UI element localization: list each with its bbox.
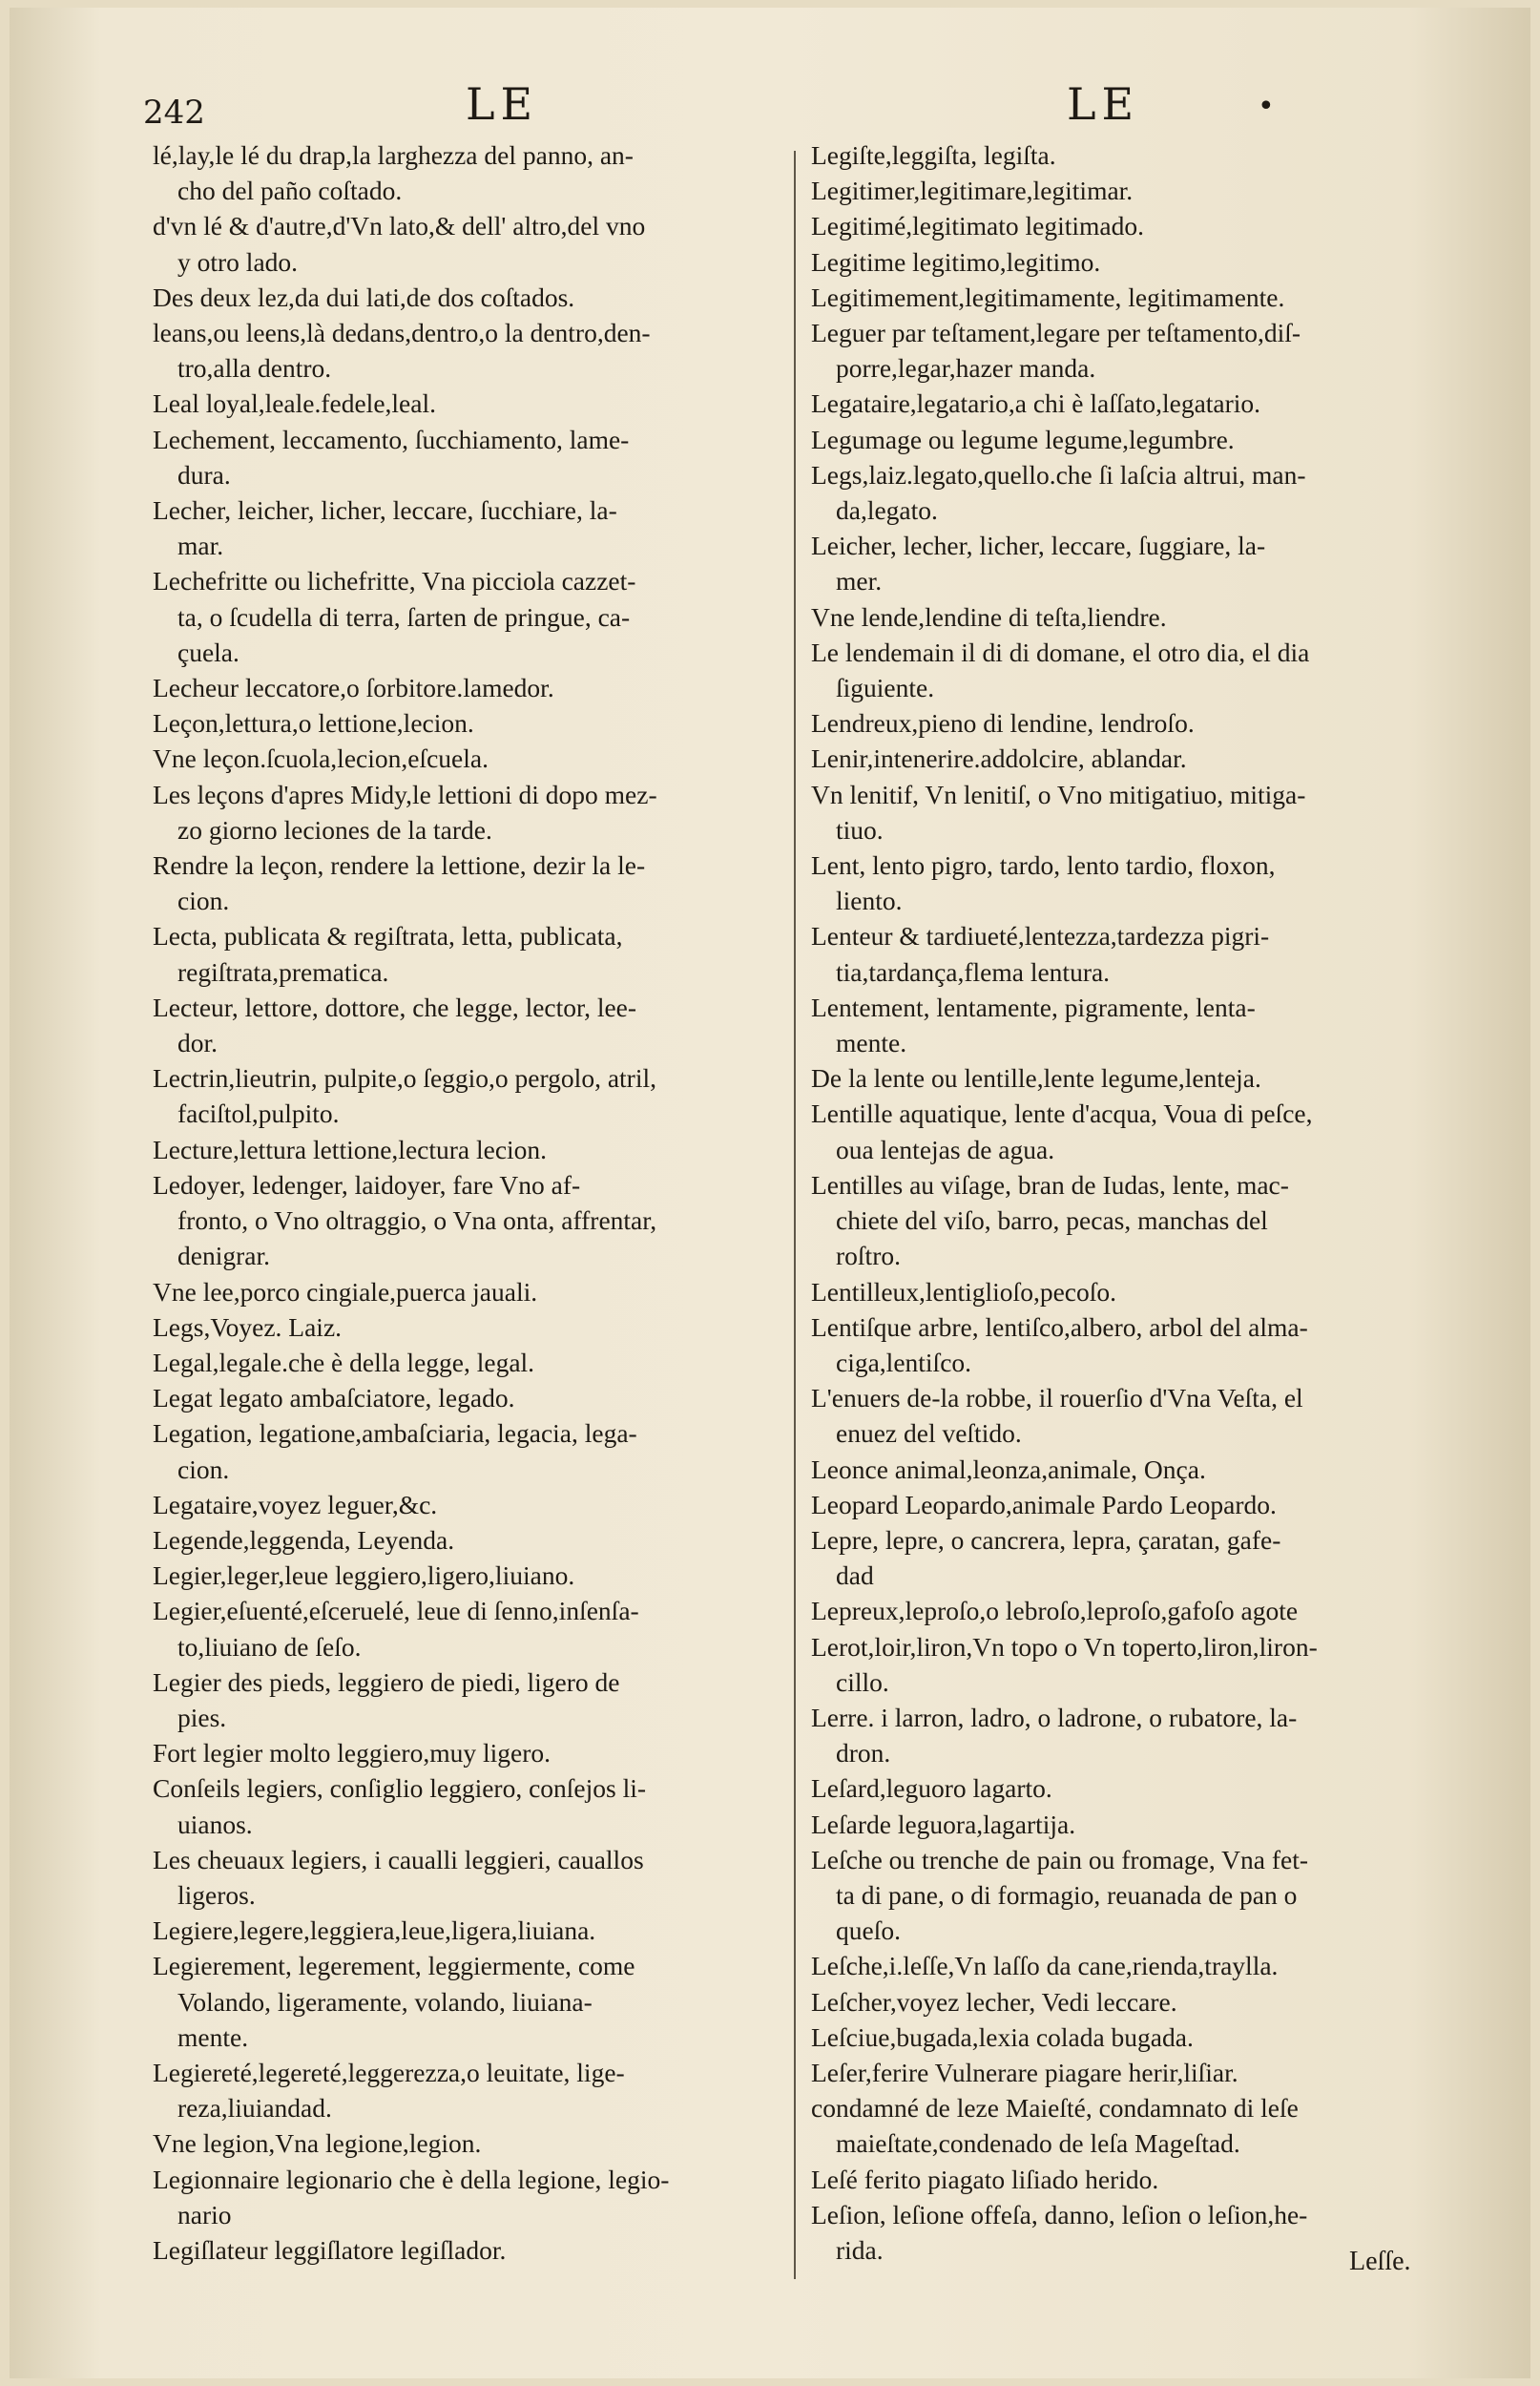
dictionary-entry [811, 1060, 1450, 1096]
header-mark: • [1258, 90, 1275, 123]
entry-line: Vn lenitif, Vn lenitiſ, o Vno mitigatiuo, mitiga- [811, 779, 1306, 809]
entry-continuation: cho del paño coſtado. [177, 176, 403, 206]
entry-line: Lecher, leicher, licher, leccare, ſucchiare, la- [153, 495, 617, 526]
dictionary-entry [811, 1167, 1450, 1274]
entry-line: Leonce animal,leonza,animale, Onça. [811, 1454, 1206, 1484]
entry-continuation: dad [836, 1560, 874, 1591]
dictionary-entry [811, 1274, 1450, 1309]
entry-line: Leſard,leguoro lagarto. [811, 1773, 1052, 1804]
entry-line: Des deux lez,da dui lati,de dos coſtados. [153, 282, 575, 312]
entry-continuation: Volando, ligeramente, volando, liuiana- [177, 1986, 593, 2017]
dictionary-entry [811, 1380, 1450, 1451]
entry-line: Lendreux,pieno di lendine, lendroſo. [811, 708, 1195, 739]
entry-line: Legataire,legatario,a chi è laſſato,legatario. [811, 388, 1261, 419]
entry-continuation: ta, o ſcudella di terra, ſarten de pringue, ca- [177, 601, 631, 632]
entry-continuation: ta di pane, o di formagio, reuanada de pan o [836, 1879, 1298, 1910]
dictionary-entry [153, 741, 782, 776]
entry-line: Legiereté,legereté,leggerezza,o leuitate, lige- [153, 2057, 625, 2087]
entry-line: Lentilles au viſage, bran de Iudas, lente, mac- [811, 1169, 1289, 1200]
dictionary-entry [811, 244, 1450, 280]
catchword: Leſſe. [1349, 2247, 1411, 2276]
dictionary-entry [153, 2232, 782, 2268]
entry-continuation: nario [177, 2199, 232, 2229]
dictionary-entry [153, 1522, 782, 1558]
entry-continuation: reza,liuiandad. [177, 2093, 332, 2124]
entry-continuation: fronto, o Vno oltraggio, o Vna onta, affrentar, [177, 1205, 657, 1236]
entry-continuation: faciſtol,pulpito. [177, 1099, 340, 1129]
entry-line: Lepreux,leproſo,o lebroſo,leproſo,gafoſo agote [811, 1596, 1299, 1626]
entry-line: Lecta, publicata & regiſtrata, letta, publicata, [153, 921, 623, 952]
dictionary-entry [811, 1984, 1450, 2020]
dictionary-entry [811, 315, 1450, 386]
entry-continuation: dron. [836, 1738, 891, 1769]
entry-line: lé,lay,le lé du drap,la larghezza del panno, an- [153, 140, 634, 170]
entry-continuation: liento. [836, 886, 903, 916]
entry-continuation: mente. [836, 1028, 907, 1058]
dictionary-entry [811, 173, 1450, 208]
entry-line: Legiere,legere,leggiera,leue,ligera,liuiana. [153, 1915, 596, 1946]
right-running-head: LE [1067, 78, 1140, 130]
entry-line: Vne lee,porco cingiale,puerca jauali. [153, 1276, 538, 1307]
dictionary-entry [811, 741, 1450, 776]
dictionary-entry [153, 1842, 782, 1913]
entry-line: Legs,laiz.legato,quello.che ſi laſcia altrui, man- [811, 459, 1306, 490]
entry-continuation: cillo. [836, 1666, 889, 1697]
book-page [10, 8, 1530, 2378]
entry-line: Legataire,voyez leguer,&c. [153, 1489, 438, 1519]
entry-line: Legiſte,leggiſta, legiſta. [811, 140, 1056, 170]
entry-line: Legionnaire legionario che è della legione, legio- [153, 2164, 670, 2194]
dictionary-entry [153, 777, 782, 848]
entry-line: Leſarde leguora,lagartija. [811, 1809, 1076, 1839]
entry-line: Lentilleux,lentiglioſo,pecoſo. [811, 1276, 1116, 1307]
entry-line: Leſé ferito piagato liſiado herido. [811, 2164, 1159, 2194]
entry-continuation: regiſtrata,prematica. [177, 956, 389, 987]
entry-line: Lerot,loir,liron,Vn topo o Vn toperto,liron,liron- [811, 1631, 1318, 1662]
page-header [10, 65, 1530, 132]
dictionary-entry [153, 1167, 782, 1274]
dictionary-entry [153, 1770, 782, 1841]
entry-line: Vne legion,Vna legione,legion. [153, 2128, 482, 2159]
dictionary-entry [153, 1664, 782, 1735]
dictionary-entry [811, 422, 1450, 457]
entry-line: Leſciue,bugada,lexia colada bugada. [811, 2021, 1194, 2052]
dictionary-entry [153, 208, 782, 279]
entry-continuation: ſiguiente. [836, 673, 935, 703]
entry-continuation: cion. [177, 1454, 230, 1484]
dictionary-entry [153, 1735, 782, 1770]
entry-continuation: chiete del viſo, barro, pecas, manchas del [836, 1205, 1268, 1236]
entry-line: Lentille aquatique, lente d'acqua, Voua di peſce, [811, 1099, 1313, 1129]
dictionary-entry [811, 280, 1450, 315]
entry-line: Le lendemain il di di domane, el otro dia, el dia [811, 637, 1310, 667]
dictionary-entry [811, 777, 1450, 848]
entry-line: Legende,leggenda, Leyenda. [153, 1524, 455, 1555]
entry-continuation: pies. [177, 1702, 227, 1732]
dictionary-entry [811, 1309, 1450, 1380]
entry-line: Lenir,intenerire.addolcire, ablandar. [811, 743, 1187, 774]
entry-line: Rendre la leçon, rendere la lettione, dezir la le- [153, 850, 646, 881]
entry-line: Les leçons d'apres Midy,le lettioni di dopo mez- [153, 779, 657, 809]
entry-continuation: tia,tardança,flema lentura. [836, 956, 1111, 987]
entry-line: condamné de leze Maieſté, condamnato di leſe [811, 2093, 1299, 2124]
dictionary-entry [153, 492, 782, 563]
entry-line: Legitime legitimo,legitimo. [811, 246, 1101, 277]
entry-line: Legier,eſuenté,eſceruelé, leue di ſenno,inſenſa- [153, 1596, 639, 1626]
dictionary-entry [811, 2055, 1450, 2090]
entry-continuation: maieſtate,condenado de leſa Mageſtad. [836, 2128, 1240, 2159]
dictionary-entry [153, 386, 782, 421]
entry-line: Leicher, lecher, licher, leccare, ſuggiare, la- [811, 531, 1266, 561]
entry-line: Lentiſque arbre, lentiſco,albero, arbol del alma- [811, 1311, 1308, 1342]
entry-line: Ledoyer, ledenger, laidoyer, fare Vno af- [153, 1169, 581, 1200]
entry-continuation: queſo. [836, 1915, 901, 1946]
dictionary-entry [153, 1309, 782, 1345]
dictionary-entry [811, 599, 1450, 635]
entry-continuation: tiuo. [836, 814, 884, 845]
column-divider [794, 151, 796, 2279]
entry-continuation: porre,legar,hazer manda. [836, 353, 1096, 384]
dictionary-entry [811, 1770, 1450, 1806]
dictionary-entry [811, 1452, 1450, 1487]
entry-continuation: çuela. [177, 637, 239, 667]
dictionary-entry [811, 208, 1450, 243]
dictionary-entry [153, 1913, 782, 1948]
entry-continuation: enuez del veſtido. [836, 1418, 1022, 1449]
dictionary-entry [811, 457, 1450, 528]
entry-line: leans,ou leens,là dedans,dentro,o la dentro,den- [153, 318, 651, 348]
entry-line: Leçon,lettura,o lettione,lecion. [153, 708, 474, 739]
entry-continuation: dor. [177, 1028, 219, 1058]
entry-line: Leopard Leopardo,animale Pardo Leopardo. [811, 1489, 1277, 1519]
entry-line: Lechement, leccamento, ſucchiamento, lame- [153, 424, 630, 454]
dictionary-entry [153, 2055, 782, 2125]
dictionary-entry [811, 2020, 1450, 2055]
dictionary-entry [153, 137, 782, 208]
entry-line: Legiſlateur leggiſlatore legiſlador. [153, 2234, 507, 2265]
entry-line: Legitimer,legitimare,legitimar. [811, 176, 1134, 206]
entry-continuation: uianos. [177, 1809, 253, 1839]
entry-continuation: y otro lado. [177, 246, 299, 277]
entry-line: Leſer,ferire Vulnerare piagare herir,liſiar. [811, 2057, 1238, 2087]
dictionary-entry [811, 528, 1450, 598]
entry-line: De la lente ou lentille,lente legume,lenteja. [811, 1063, 1261, 1094]
dictionary-entry [153, 1487, 782, 1522]
entry-line: Legs,Voyez. Laiz. [153, 1311, 343, 1342]
dictionary-entry [811, 1842, 1450, 1949]
dictionary-entry [153, 1558, 782, 1593]
entry-continuation: dura. [177, 459, 231, 490]
entry-continuation: rida. [836, 2234, 884, 2265]
entry-line: Legitimé,legitimato legitimado. [811, 211, 1145, 241]
left-column [153, 137, 782, 2268]
entry-continuation: ciga,lentiſco. [836, 1347, 972, 1377]
entry-line: Vne lende,lendine di teſta,liendre. [811, 601, 1167, 632]
entry-continuation: roſtro. [836, 1241, 901, 1271]
dictionary-entry [153, 1274, 782, 1309]
entry-continuation: mer. [836, 566, 883, 596]
entry-line: Leal loyal,leale.fedele,leal. [153, 388, 436, 419]
right-column [811, 137, 1450, 2268]
dictionary-entry [153, 1060, 782, 1131]
entry-line: Lent, lento pigro, tardo, lento tardio, floxon, [811, 850, 1276, 881]
entry-line: Legat legato ambaſciatore, legado. [153, 1383, 515, 1413]
dictionary-entry [153, 918, 782, 989]
entry-line: Legumage ou legume legume,legumbre. [811, 424, 1235, 454]
entry-line: Fort legier molto leggiero,muy ligero. [153, 1738, 551, 1769]
entry-line: Legitimement,legitimamente, legitimamente. [811, 282, 1285, 312]
entry-continuation: da,legato. [836, 495, 938, 526]
entry-line: Legier des pieds, leggiero de piedi, ligero de [153, 1666, 620, 1697]
entry-line: Lepre, lepre, o cancrera, lepra, çaratan, gafe- [811, 1524, 1281, 1555]
dictionary-entry [153, 2125, 782, 2161]
entry-line: Lecheur leccatore,o ſorbitore.lamedor. [153, 673, 554, 703]
entry-continuation: mar. [177, 531, 224, 561]
entry-line: Lectrin,lieutrin, pulpite,o ſeggio,o pergolo, atril, [153, 1063, 656, 1094]
entry-line: Legation, legatione,ambaſciaria, legacia, lega- [153, 1418, 637, 1449]
entry-line: Les cheuaux legiers, i caualli leggieri, cauallos [153, 1844, 644, 1874]
dictionary-entry [811, 705, 1450, 741]
entry-line: Conſeils legiers, conſiglio leggiero, conſejos li- [153, 1773, 647, 1804]
entry-line: d'vn lé & d'autre,d'Vn lato,& dell' altro,del vno [153, 211, 646, 241]
entry-continuation: cion. [177, 886, 230, 916]
dictionary-entry [153, 280, 782, 315]
dictionary-entry [811, 1522, 1450, 1593]
page-number: 242 [143, 94, 205, 132]
dictionary-entry [153, 1415, 782, 1486]
dictionary-entry [811, 1948, 1450, 1983]
entry-continuation: tro,alla dentro. [177, 353, 332, 384]
dictionary-entry [153, 563, 782, 670]
dictionary-entry [153, 1948, 782, 2055]
dictionary-entry [811, 137, 1450, 173]
dictionary-entry [811, 918, 1450, 989]
dictionary-entry [811, 635, 1450, 705]
entry-continuation: ligeros. [177, 1879, 256, 1910]
dictionary-entry [153, 670, 782, 705]
entry-continuation: mente. [177, 2021, 249, 2052]
entry-line: Legal,legale.che è della legge, legal. [153, 1347, 535, 1377]
entry-line: Lerre. i larron, ladro, o ladrone, o rubatore, la- [811, 1702, 1298, 1732]
dictionary-entry [153, 1593, 782, 1664]
entry-line: Vne leçon.ſcuola,lecion,eſcuela. [153, 743, 489, 774]
left-running-head: LE [466, 78, 539, 130]
dictionary-entry [811, 1807, 1450, 1842]
entry-line: Lechefritte ou lichefritte, Vna picciola cazzet- [153, 566, 636, 596]
entry-continuation: denigrar. [177, 1241, 270, 1271]
dictionary-entry [153, 1380, 782, 1415]
dictionary-entry [811, 2162, 1450, 2197]
entry-continuation: oua lentejas de agua. [836, 1134, 1055, 1164]
dictionary-entry [153, 422, 782, 492]
entry-line: Lenteur & tardiueté,lentezza,tardezza pigri- [811, 921, 1270, 952]
dictionary-entry [811, 990, 1450, 1060]
dictionary-entry [153, 1132, 782, 1167]
dictionary-entry [811, 1629, 1450, 1700]
entry-line: Leguer par teſtament,legare per teſtamento,diſ- [811, 318, 1301, 348]
dictionary-entry [153, 1345, 782, 1380]
dictionary-entry [811, 1096, 1450, 1166]
dictionary-entry [811, 386, 1450, 421]
entry-line: Lecture,lettura lettione,lectura lecion. [153, 1134, 548, 1164]
dictionary-entry [811, 848, 1450, 918]
dictionary-entry [153, 990, 782, 1060]
dictionary-entry [811, 1487, 1450, 1522]
dictionary-entry [153, 315, 782, 386]
dictionary-entry [811, 1700, 1450, 1770]
entry-line: Leſcher,voyez lecher, Vedi leccare. [811, 1986, 1177, 2017]
dictionary-entry [153, 705, 782, 741]
entry-line: Leſche,i.leſſe,Vn laſſo da cane,rienda,traylla. [811, 1951, 1279, 1981]
entry-continuation: to,liuiano de ſeſo. [177, 1631, 362, 1662]
entry-line: Lecteur, lettore, dottore, che legge, lector, lee- [153, 992, 637, 1022]
dictionary-entry [811, 1593, 1450, 1628]
dictionary-entry [811, 2090, 1450, 2161]
entry-line: Leſche ou trenche de pain ou fromage, Vna fet- [811, 1844, 1308, 1874]
entry-continuation: zo giorno leciones de la tarde. [177, 814, 492, 845]
dictionary-entry [153, 848, 782, 918]
entry-line: Leſion, leſione offeſa, danno, leſion o leſion,he- [811, 2199, 1308, 2229]
entry-line: Legierement, legerement, leggiermente, come [153, 1951, 635, 1981]
entry-line: Legier,leger,leue leggiero,ligero,liuiano. [153, 1560, 575, 1591]
entry-line: L'enuers de-la robbe, il rouerſio d'Vna Veſta, el [811, 1383, 1303, 1413]
entry-line: Lentement, lentamente, pigramente, lenta- [811, 992, 1256, 1022]
dictionary-entry [153, 2162, 782, 2232]
